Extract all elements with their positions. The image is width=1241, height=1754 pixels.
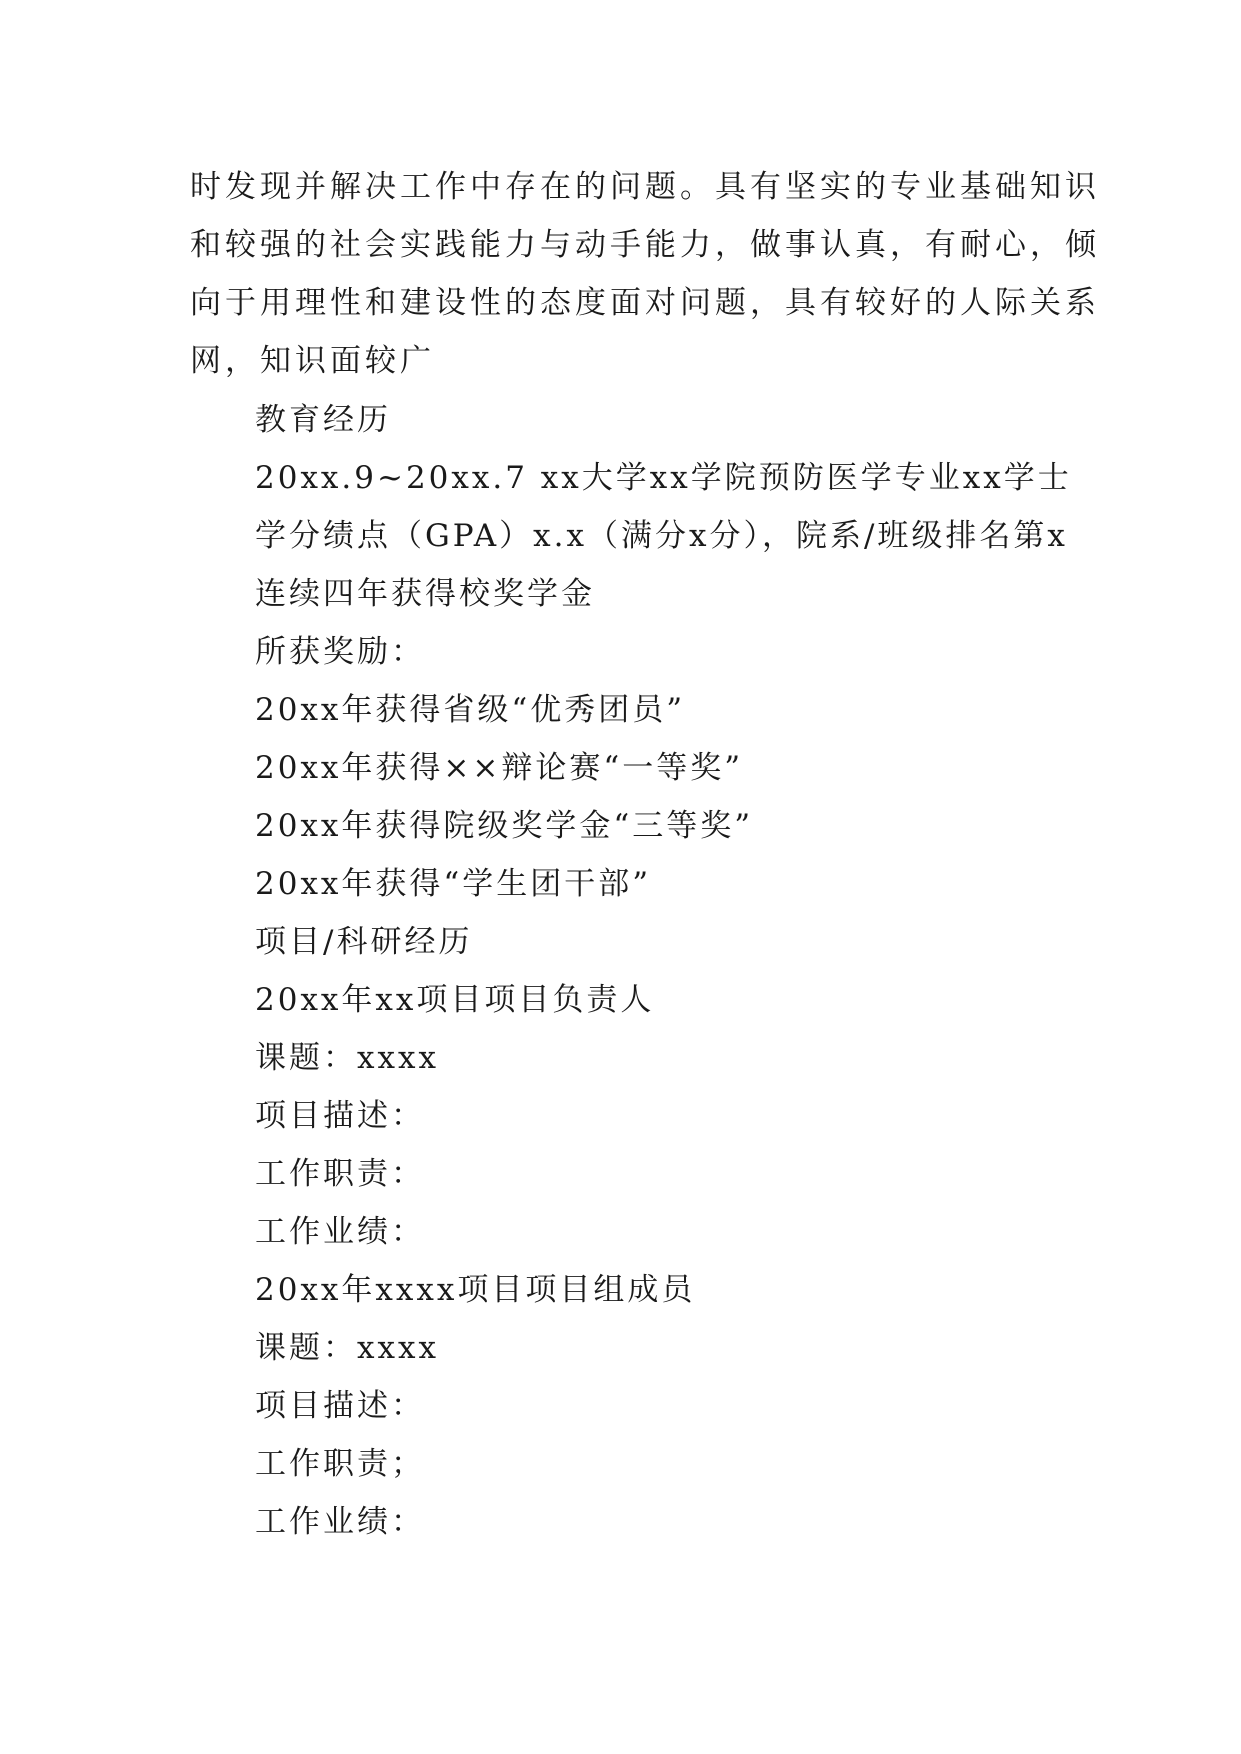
project-topic: 课题：xxxx [255,1330,439,1366]
project-description: 项目描述： [255,1098,425,1134]
education-entry: 20xx.9~20xx.7 xx大学xx学院预防医学专业xx学士 [255,460,1072,496]
project-title: 20xx年xxxx项目项目组成员 [255,1272,696,1308]
resume-body [255,391,1075,1551]
intro-line: 时发现并解决工作中存在的问题。具有坚实的专业基础知识 [190,169,1100,205]
project-description: 项目描述： [255,1388,425,1424]
project-title: 20xx年xx项目项目负责人 [255,982,655,1018]
section-heading-awards: 所获奖励： [255,634,425,670]
award-item: 20xx年获得××辩论赛“一等奖” [255,750,744,786]
project-duties: 工作职责； [255,1446,425,1482]
award-item: 20xx年获得省级“优秀团员” [255,692,686,728]
scholarship-line: 连续四年获得校奖学金 [255,576,595,612]
project-results: 工作业绩： [255,1504,425,1540]
project-results: 工作业绩： [255,1214,425,1250]
project-topic: 课题：xxxx [255,1040,439,1076]
intro-line: 和较强的社会实践能力与动手能力，做事认真，有耐心，倾 [190,227,1100,263]
section-heading-education: 教育经历 [255,402,391,438]
intro-paragraph [190,158,1100,390]
award-item: 20xx年获得院级奖学金“三等奖” [255,808,754,844]
intro-line: 向于用理性和建设性的态度面对问题，具有较好的人际关系 [190,285,1100,321]
section-heading-projects: 项目/科研经历 [255,924,473,960]
award-item: 20xx年获得“学生团干部” [255,866,652,902]
gpa-line: 学分绩点（GPA）x.x（满分x分），院系/班级排名第x [255,518,1068,554]
intro-line: 网，知识面较广 [190,343,435,379]
project-duties: 工作职责： [255,1156,425,1192]
